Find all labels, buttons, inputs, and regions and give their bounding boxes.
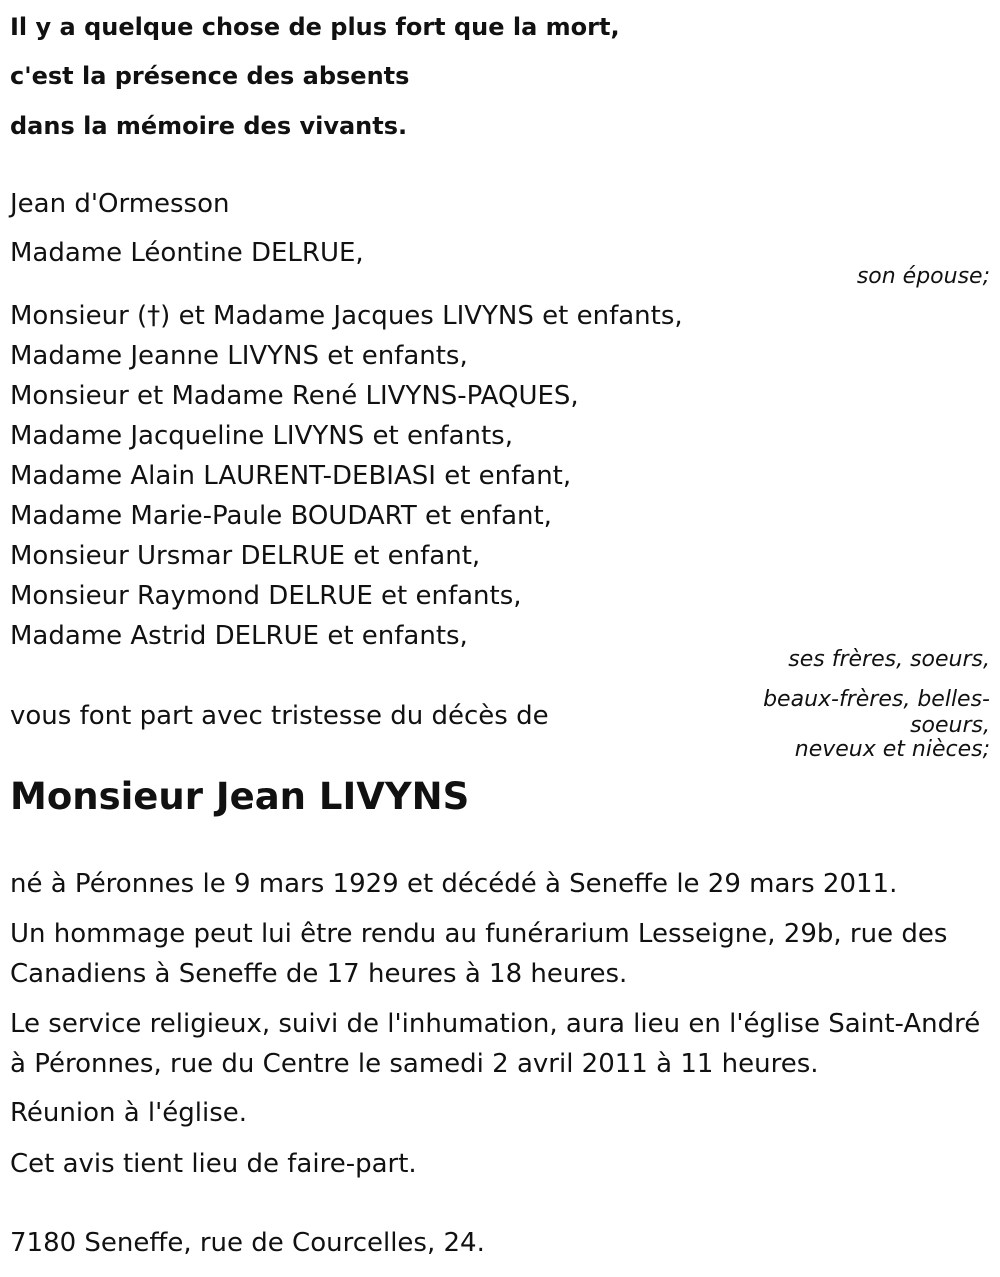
family-member-8: Monsieur Raymond DELRUE et enfants, (10, 581, 522, 611)
family-member-4: Madame Jacqueline LIVYNS et enfants, (10, 421, 513, 451)
address: 7180 Seneffe, rue de Courcelles, 24. (10, 1228, 485, 1258)
tribute-line-2: Canadiens à Seneffe de 17 heures à 18 heures. (10, 959, 628, 989)
family-member-5: Madame Alain LAURENT-DEBIASI et enfant, (10, 461, 572, 491)
quote-line-2: c'est la présence des absents (10, 62, 410, 90)
spouse-relation: son épouse; (856, 264, 990, 289)
family-member-7: Monsieur Ursmar DELRUE et enfant, (10, 541, 481, 571)
family-member-1: Monsieur (†) et Madame Jacques LIVYNS et enfants, (10, 301, 683, 331)
family-member-2: Madame Jeanne LIVYNS et enfants, (10, 341, 468, 371)
family-relation-line-2: beaux-frères, belles-soeurs, (763, 687, 990, 738)
notice: Cet avis tient lieu de faire-part. (10, 1149, 417, 1179)
quote-line-1: Il y a quelque chose de plus fort que la mort, (10, 13, 620, 41)
service-line-1: Le service religieux, suivi de l'inhumation, aura lieu en l'église Saint-André (10, 1009, 981, 1039)
service-line-2: à Péronnes, rue du Centre le samedi 2 avril 2011 à 11 heures. (10, 1049, 819, 1079)
quote-author: Jean d'Ormesson (10, 189, 230, 219)
spouse-name: Madame Léontine DELRUE, (10, 238, 364, 268)
reunion: Réunion à l'église. (10, 1098, 248, 1128)
family-member-9: Madame Astrid DELRUE et enfants, (10, 621, 468, 651)
tribute-line-1: Un hommage peut lui être rendu au funérarium Lesseigne, 29b, rue des (10, 919, 948, 949)
quote-line-3: dans la mémoire des vivants. (10, 112, 408, 140)
family-member-3: Monsieur et Madame René LIVYNS-PAQUES, (10, 381, 579, 411)
birth-death: né à Péronnes le 9 mars 1929 et décédé à Seneffe le 29 mars 2011. (10, 869, 898, 899)
deceased-name: Monsieur Jean LIVYNS (10, 775, 470, 818)
family-relation (730, 647, 990, 763)
family-relation-line-3: neveux et nièces; (794, 737, 990, 762)
announcement: vous font part avec tristesse du décès de (10, 701, 549, 731)
family-relation-line-1: ses frères, soeurs, (788, 647, 990, 672)
family-member-6: Madame Marie-Paule BOUDART et enfant, (10, 501, 552, 531)
